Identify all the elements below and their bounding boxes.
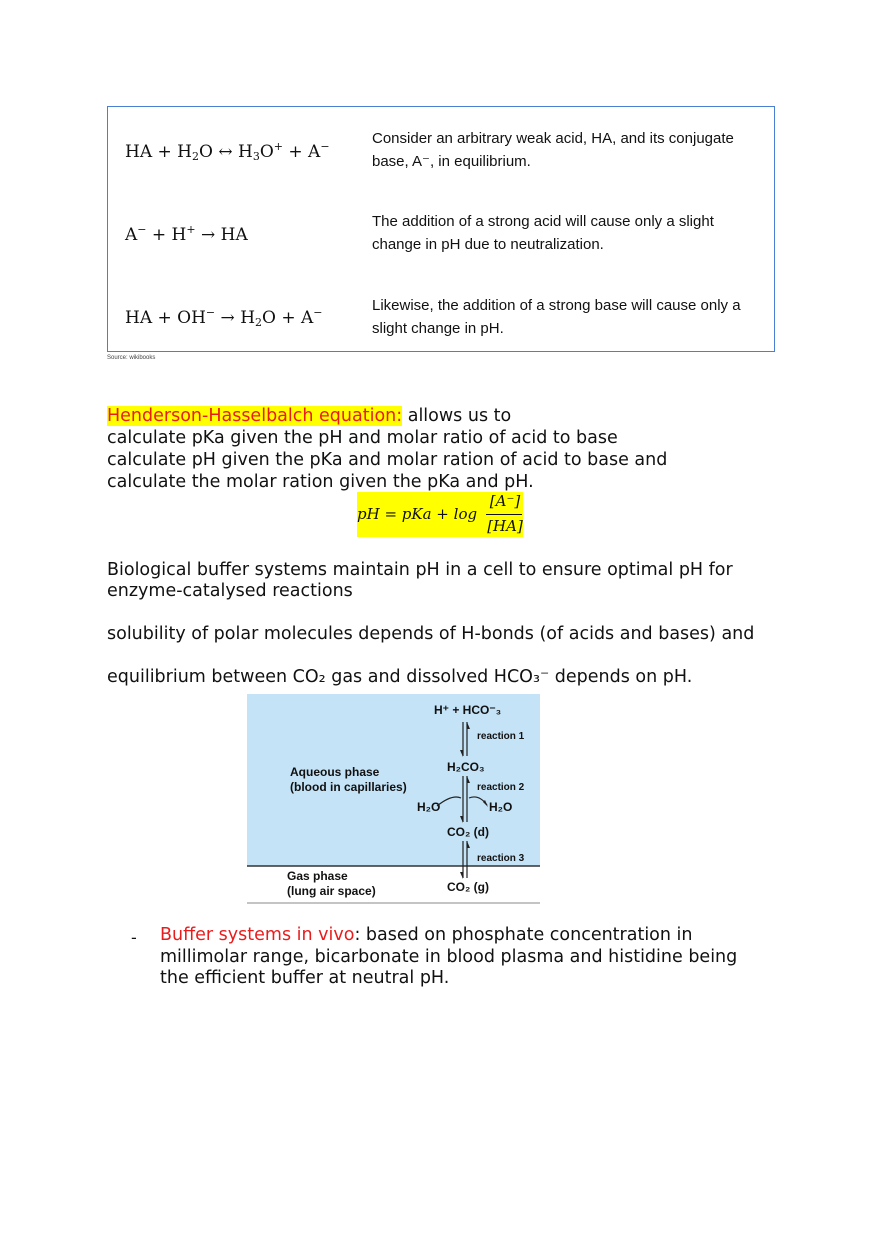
hh-line-1: calculate pKa given the pH and molar ratio of acid to base — [107, 428, 618, 448]
reaction-3-label: reaction 3 — [477, 853, 525, 864]
bullet-buffer-systems — [160, 925, 770, 990]
reaction-1-label: reaction 1 — [477, 731, 525, 742]
species-co2-gas: CO₂ (g) — [447, 880, 489, 894]
description-strong-acid: The addition of a strong acid will cause only a slight change in pH due to neutralization. — [372, 213, 714, 253]
equilibrium-paragraph: equilibrium between CO₂ gas and dissolved HCO₃⁻ depends on pH. — [107, 667, 693, 687]
bullet-body: : based on phosphate concentration in millimolar range, bicarbonate in blood plasma and histidine being the efficient buffer at neutral pH. — [160, 925, 738, 988]
reaction-2-label: reaction 2 — [477, 782, 525, 793]
hh-term: Henderson-Hasselbalch equation: — [107, 406, 403, 426]
species-carbonic-acid: H₂CO₃ — [447, 760, 485, 774]
aqueous-label-1: Aqueous phase — [290, 765, 380, 779]
equation-weak-acid: HA + $H_2O$ ↔ $H_3O^+ + A^-$ — [125, 140, 330, 163]
bullet-term: Buffer systems in vivo — [160, 925, 355, 945]
bullet-marker: - — [131, 928, 137, 947]
equation-strong-acid: A− + H+ → HA — [125, 223, 248, 245]
formula-lhs: pH = pKa + log — [357, 505, 478, 523]
formula-numerator: [A⁻] — [489, 492, 521, 510]
description-weak-acid: Consider an arbitrary weak acid, HA, and its conjugate base, A⁻, in equilibrium. — [372, 130, 734, 170]
solubility-paragraph: solubility of polar molecules depends of H-bonds (of acids and bases) and — [107, 624, 755, 644]
equilibrium-table — [107, 106, 775, 352]
description-strong-base: Likewise, the addition of a strong base will cause only a slight change in pH. — [372, 297, 741, 337]
species-co2-dissolved: CO₂ (d) — [447, 825, 489, 839]
hh-line-2: calculate pH given the pKa and molar ration of acid to base and — [107, 450, 668, 470]
buffer-paragraph-line-1: Biological buffer systems maintain pH in a cell to ensure optimal pH for — [107, 560, 733, 580]
hh-heading-line — [107, 406, 511, 428]
water-right: H₂O — [489, 800, 513, 814]
formula-fraction-bar — [486, 514, 522, 515]
formula-denominator: [HA] — [487, 517, 523, 535]
gas-label-2: (lung air space) — [287, 884, 376, 898]
aqueous-label-2: (blood in capillaries) — [290, 780, 407, 794]
source-caption: Source: wikibooks — [107, 355, 156, 361]
gas-label-1: Gas phase — [287, 869, 348, 883]
species-bicarbonate: H⁺ + HCO⁻₃ — [434, 703, 502, 717]
co2-equilibrium-diagram — [247, 694, 540, 904]
equation-strong-base: HA + $OH^- \to H_2O + A^-$ — [125, 306, 323, 329]
hh-formula — [357, 492, 523, 537]
hh-line-3: calculate the molar ration given the pKa and pH. — [107, 472, 534, 492]
hh-intro: allows us to — [402, 406, 512, 426]
water-left: H₂O — [417, 800, 441, 814]
buffer-paragraph-line-2: enzyme-catalysed reactions — [107, 581, 353, 601]
